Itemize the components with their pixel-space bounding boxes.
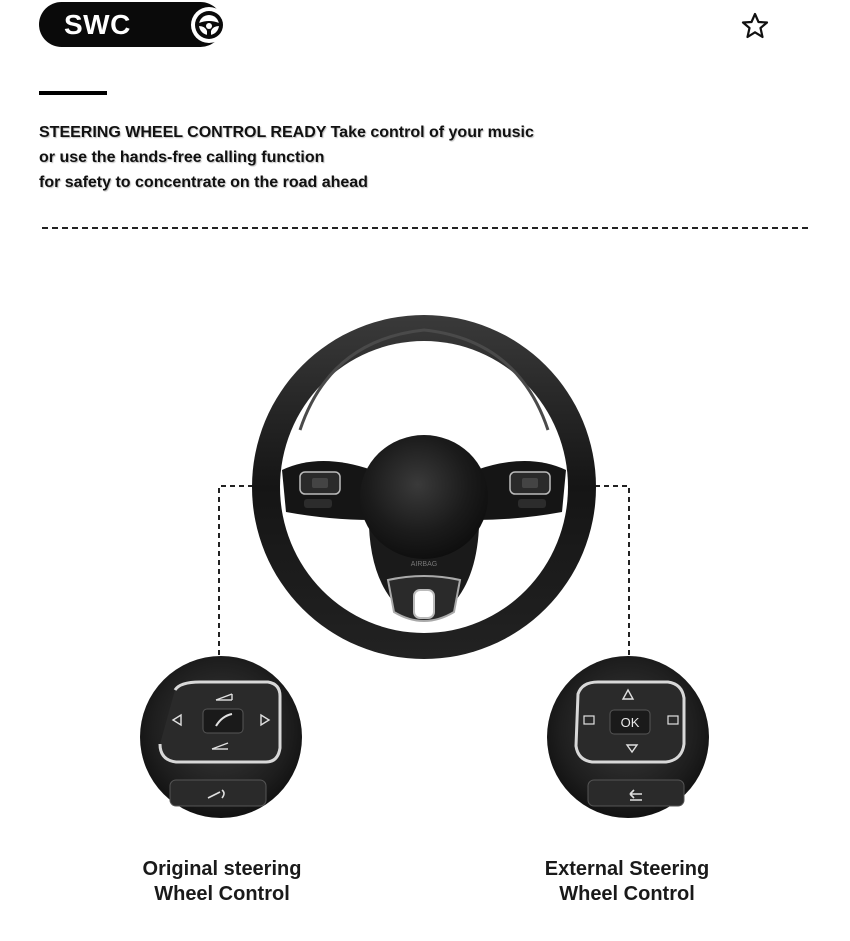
right-caption-line-2: Wheel Control — [559, 883, 695, 905]
left-caption-line-2: Wheel Control — [154, 883, 290, 905]
left-zoom-controls — [140, 656, 302, 818]
left-caption — [122, 857, 322, 907]
description-line-1: STEERING WHEEL CONTROL READY Take control of your music — [39, 124, 534, 141]
right-zoom-controls — [547, 656, 709, 818]
description-line-2: or use the hands-free calling function — [39, 149, 325, 166]
description-line-3: for safety to concentrate on the road ahead — [39, 174, 368, 191]
ok-label: OK — [620, 715, 640, 730]
badge-label: SWC — [64, 9, 131, 40]
steering-wheel-image — [252, 315, 596, 659]
left-caption-line-1: Original steering — [142, 858, 302, 880]
right-caption-line-1: External Steering — [544, 858, 710, 880]
right-caption — [527, 857, 727, 907]
svg-text:AIRBAG: AIRBAG — [410, 561, 438, 568]
